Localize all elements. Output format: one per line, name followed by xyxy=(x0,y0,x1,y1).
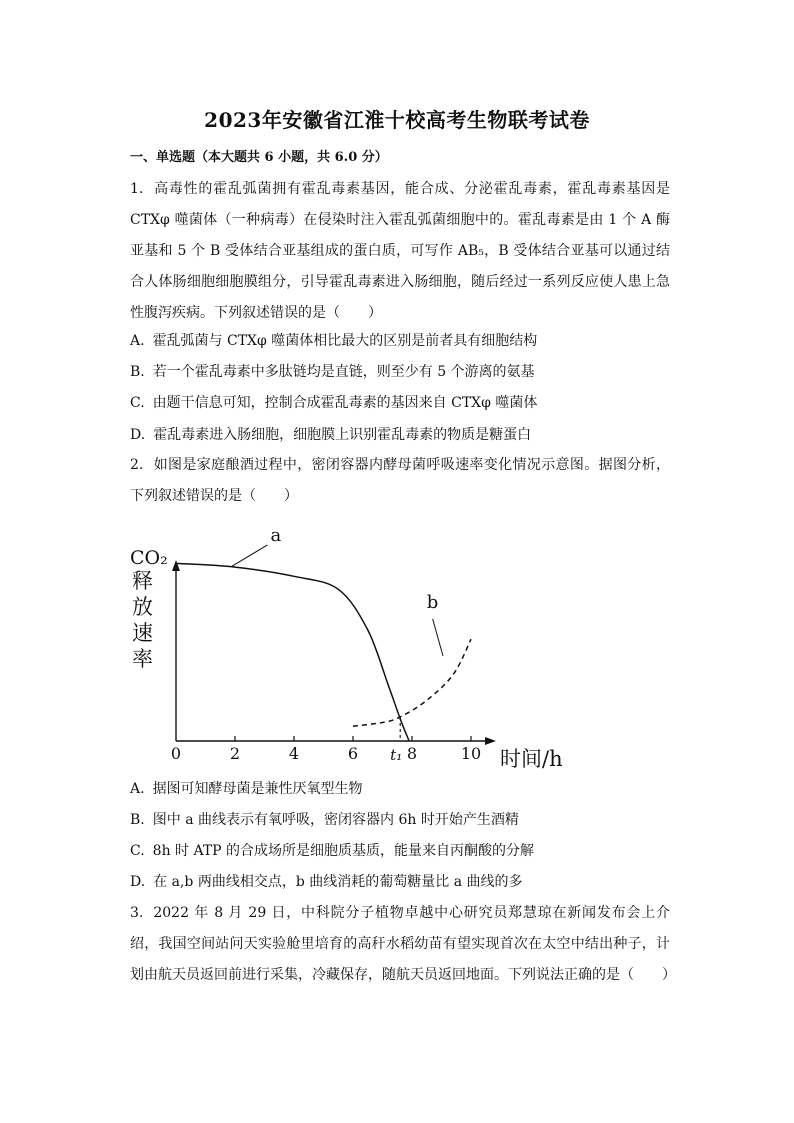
option-text: 8h 时 ATP 的合成场所是细胞质基质，能量来自丙酮酸的分解 xyxy=(152,843,535,859)
question-1 xyxy=(130,174,670,329)
x-tick-label: 2 xyxy=(229,744,241,763)
q1-option-c xyxy=(130,393,537,413)
question-stem: 高毒性的霍乱弧菌拥有霍乱毒素基因，能合成、分泌霍乱毒素，霍乱毒素基因是 CTXφ 噬菌体（一种病毒）在侵染时注入霍乱弧菌细胞中的。霍乱毒素是由 1 个 A 酶亚基和 5 个 B 受体结合亚基组成的蛋白质，可写作 AB₅，B 受体结合亚基可以通过结合人体肠细胞细胞膜组分，引导霍乱毒素进入肠细胞，随后经过一系列反应使人患上急性腹泻疾病。下列叙述错误的是（ ） xyxy=(130,181,670,321)
option-letter: A. xyxy=(130,781,145,797)
x-tick-label: 10 xyxy=(460,744,482,763)
question-2 xyxy=(130,450,670,512)
x-axis-label: 时间/h xyxy=(500,747,563,771)
x-tick-label: 6 xyxy=(347,744,359,763)
y-axis-label-char-4: 率 xyxy=(132,647,153,671)
y-axis-arrow xyxy=(172,560,180,571)
series-a-leader xyxy=(232,545,267,566)
option-text: 在 a,b 两曲线相交点，b 曲线消耗的葡萄糖量比 a 曲线的多 xyxy=(153,874,523,890)
option-text: 若一个霍乱毒素中多肽链均是直链，则至少有 5 个游离的氨基 xyxy=(152,364,535,380)
q2-option-a xyxy=(130,779,363,799)
option-letter: B. xyxy=(130,812,145,828)
option-letter: C. xyxy=(130,843,145,859)
q2-option-c xyxy=(130,841,534,861)
option-text: 霍乱弧菌与 CTXφ 噬菌体相比最大的区别是前者具有细胞结构 xyxy=(152,333,538,349)
question-3 xyxy=(130,898,676,991)
option-text: 由题干信息可知，控制合成霍乱毒素的基因来自 CTXφ 噬菌体 xyxy=(152,395,538,411)
q1-option-d xyxy=(130,425,531,445)
series-b-leader xyxy=(433,619,443,656)
q1-option-a xyxy=(130,331,537,351)
question-number: 1. xyxy=(130,181,144,197)
question-number: 2. xyxy=(130,457,144,473)
option-letter: D. xyxy=(130,427,146,443)
q1-option-b xyxy=(130,362,535,382)
y-axis-label-char-2: 放 xyxy=(132,595,153,619)
series-b-line xyxy=(353,639,471,726)
series-a-line xyxy=(176,563,409,741)
question-number: 3. xyxy=(130,905,144,921)
option-letter: C. xyxy=(130,395,145,411)
option-text: 图中 a 曲线表示有氧呼吸，密闭容器内 6h 时开始产生酒精 xyxy=(152,812,519,828)
y-axis-label-char-1: 释 xyxy=(132,569,153,593)
section-heading: 一、单选题（本大题共 6 小题，共 6.0 分） xyxy=(130,150,388,165)
exam-title: 2023年安徽省江淮十校高考生物联考试卷 xyxy=(204,108,590,132)
option-letter: A. xyxy=(130,333,145,349)
y-axis-label-char-3: 速 xyxy=(132,621,153,645)
option-letter: D. xyxy=(130,874,146,890)
t1-label: t₁ xyxy=(390,746,403,764)
series-a-label: a xyxy=(270,524,282,546)
x-tick-label: 4 xyxy=(288,744,300,763)
option-text: 据图可知酵母菌是兼性厌氧型生物 xyxy=(152,781,363,797)
option-text: 霍乱毒素进入肠细胞，细胞膜上识别霍乱毒素的物质是糖蛋白 xyxy=(153,427,532,443)
question-stem: 如图是家庭酿酒过程中，密闭容器内酵母菌呼吸速率变化情况示意图。据图分析，下列叙述错误的是（ ） xyxy=(130,457,670,504)
series-b-label: b xyxy=(426,591,439,613)
x-tick-label: 8 xyxy=(406,744,418,763)
x-tick-label: 0 xyxy=(170,744,182,763)
respiration-rate-chart xyxy=(128,524,588,778)
q2-option-d xyxy=(130,872,523,892)
option-letter: B. xyxy=(130,364,145,380)
question-stem: 2022 年 8 月 29 日，中科院分子植物卓越中心研究员郑慧琼在新闻发布会上介绍，我国空间站问天实验舱里培育的高秆水稻幼苗有望实现首次在太空中结出种子，计划由航天员返回前进行采集，冷藏保存，随航天员返回地面。下列说法正确的是（ ） xyxy=(130,905,676,983)
y-axis-label-co2: CO₂ xyxy=(130,547,168,569)
q2-option-b xyxy=(130,810,519,830)
x-axis-arrow xyxy=(485,737,496,745)
